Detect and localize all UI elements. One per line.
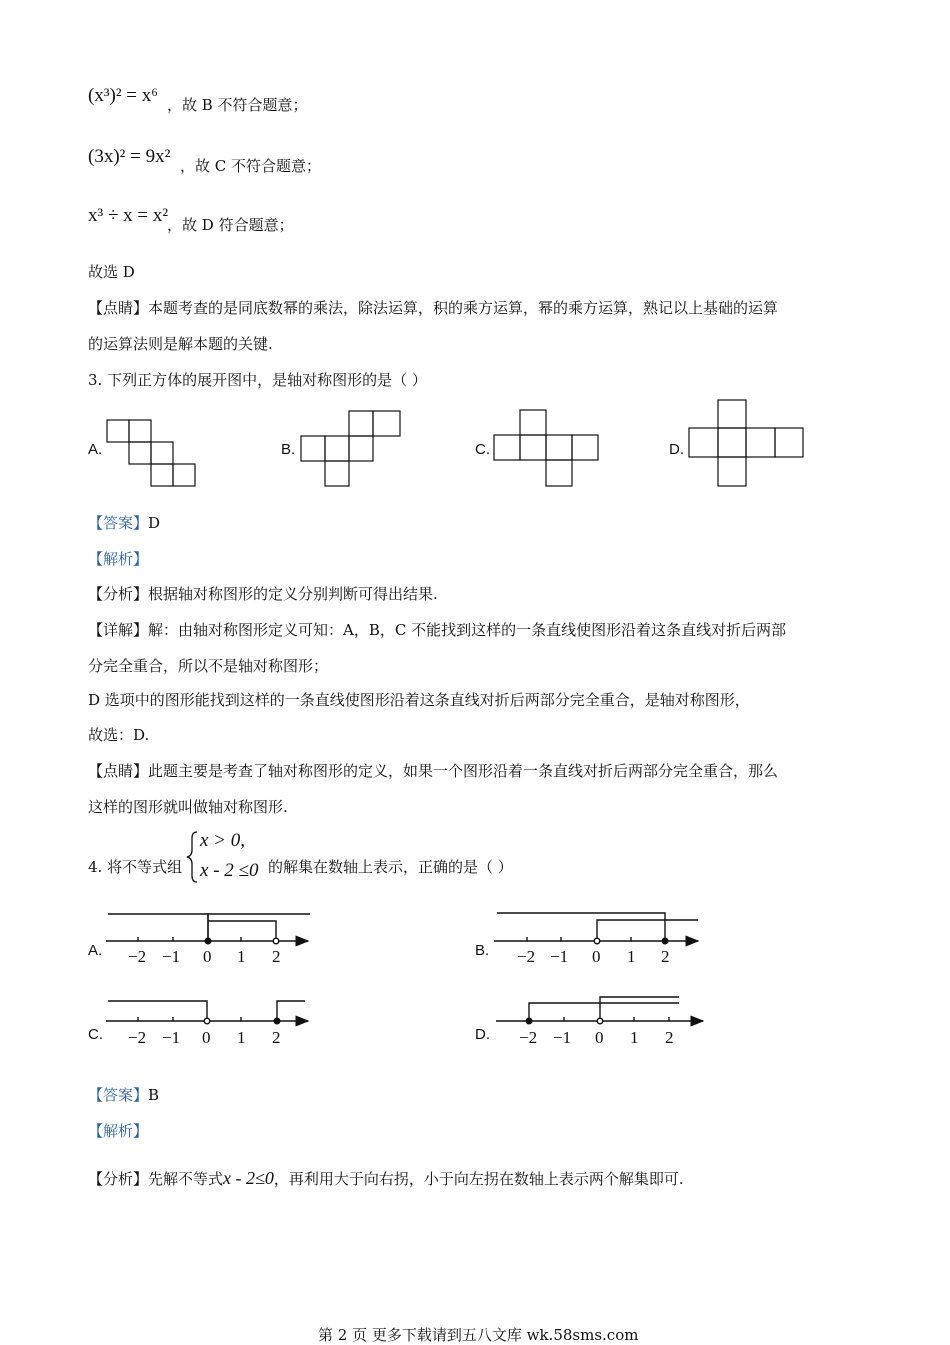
q3-xiangjie-b: 分完全重合，所以不是轴对称图形； [88, 657, 329, 675]
q4-axis-d [496, 997, 703, 1024]
dianjing-text-a: 本题考查的是同底数幂的乘法，除法运算，积的乘方运算，幂的乘方运算，熟记以上基础的运算 [148, 299, 779, 317]
q4-c-tick: 0 [202, 1028, 211, 1047]
fenxi-text: 根据轴对称图形的定义分别判断可得出结果. [148, 585, 438, 603]
fenxi-math: x - 2≤0 [223, 1168, 274, 1188]
q4-fenxi [88, 1168, 684, 1189]
q4-a-tick: 1 [237, 947, 246, 966]
fenxi-tag: 【分析】 [88, 585, 149, 603]
q3-xiangjie-c: D 选项中的图形能找到这样的一条直线使图形沿着这条直线对折后两部分完全重合，是轴对称图形， [88, 691, 750, 709]
text-line-3: ，故 D 符合题意； [167, 216, 294, 234]
dianjing-1-b: 的运算法则是解本题的关键. [88, 335, 273, 353]
q4-b-tick: −1 [550, 947, 569, 966]
q4-axis-a [106, 914, 310, 944]
q4-axis-c [106, 1001, 308, 1024]
answer-value: D [148, 514, 161, 532]
choose-d: 故选 D [88, 263, 135, 281]
formula-line-1: (x³)² = x⁶ [88, 85, 158, 106]
q3-jiexi-tag: 【解析】 [88, 550, 149, 568]
q4-option-d-label: D. [475, 1026, 490, 1043]
dianjing-tag: 【点睛】 [88, 762, 149, 780]
answer-tag: 【答案】 [88, 514, 149, 532]
text-line-2: ，故 C 不符合题意； [180, 157, 322, 175]
fenxi-post: ，再利用大于向右拐，小于向左拐在数轴上表示两个解集即可. [273, 1170, 684, 1188]
q4-b-tick: 1 [627, 947, 636, 966]
q4-a-tick: 0 [203, 947, 212, 966]
q4-d-tick: 2 [665, 1028, 674, 1047]
q3-xiangjie-d: 故选：D. [88, 726, 150, 744]
q4-d-tick: −2 [519, 1028, 538, 1047]
xiangjie-text-a: 解：由轴对称图形定义可知：A，B，C 不能找到这样的一条直线使图形沿着这条直线对折后两部 [148, 621, 787, 639]
q4-a-tick: 2 [272, 947, 281, 966]
q3-option-b-label: B. [281, 441, 296, 458]
q4-stem-prefix: 4. 将不等式组 [88, 858, 183, 876]
q4-jiexi-tag: 【解析】 [88, 1122, 149, 1140]
q4-a-tick: −1 [162, 947, 181, 966]
q4-c-tick: 1 [237, 1028, 246, 1047]
q4-a-tick: −2 [128, 947, 147, 966]
q3-option-a-label: A. [88, 441, 103, 458]
q4-d-tick: 0 [595, 1028, 604, 1047]
formula-line-3: x³ ÷ x = x² [88, 205, 169, 226]
formula-line-2: (3x)² = 9x² [88, 146, 171, 167]
fenxi-tag: 【分析】 [88, 1170, 149, 1188]
q4-option-c-label: C. [88, 1026, 103, 1043]
q4-c-tick: 2 [272, 1028, 281, 1047]
dianjing-tag: 【点睛】 [88, 299, 149, 317]
q4-system-line-1: x > 0, [200, 830, 246, 851]
q3-option-d-label: D. [669, 441, 684, 458]
q4-option-a-label: A. [88, 942, 103, 959]
q3-dianjing-b: 这样的图形就叫做轴对称图形. [88, 798, 288, 816]
q4-b-tick: 2 [661, 947, 670, 966]
q4-b-tick: 0 [592, 947, 601, 966]
q3-option-c-label: C. [475, 441, 490, 458]
text-line-1: ，故 B 不符合题意； [167, 96, 308, 114]
xiangjie-tag: 【详解】 [88, 621, 149, 639]
q4-d-tick: 1 [630, 1028, 639, 1047]
q4-b-tick: −2 [517, 947, 536, 966]
q4-answer [88, 1085, 159, 1105]
q4-axis-b [494, 913, 698, 944]
q4-option-b-label: B. [475, 942, 490, 959]
dianjing-text-a: 此题主要是考查了轴对称图形的定义，如果一个图形沿着一条直线对折后两部分完全重合，那么 [148, 762, 779, 780]
answer-tag: 【答案】 [88, 1086, 149, 1104]
q3-stem: 3. 下列正方体的展开图中，是轴对称图形的是（ ） [88, 371, 427, 389]
page-footer: 第 2 页 更多下载请到五八文库 wk.58sms.com [318, 1326, 639, 1344]
fenxi-pre: 先解不等式 [148, 1170, 224, 1188]
q4-d-tick: −1 [553, 1028, 572, 1047]
q4-c-tick: −1 [162, 1028, 181, 1047]
q4-stem-suffix: 的解集在数轴上表示，正确的是（ ） [268, 858, 513, 876]
q4-system-line-2: x - 2 ≤0 [200, 860, 259, 881]
q4-c-tick: −2 [128, 1028, 147, 1047]
answer-value: B [148, 1086, 160, 1104]
